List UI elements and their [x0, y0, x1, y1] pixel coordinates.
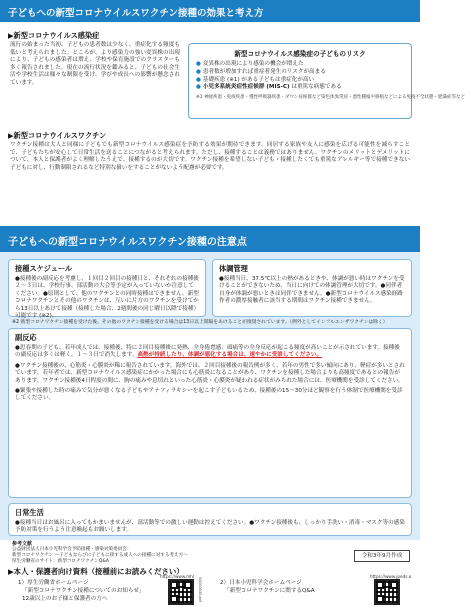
condition-card	[212, 259, 412, 317]
daily-card	[8, 503, 412, 536]
condition-title: 体調管理	[219, 264, 248, 273]
risk-title: 新型コロナウイルス感染症の子どものリスク	[234, 50, 366, 58]
schedule-card	[8, 259, 206, 320]
bullet-icon: ●	[196, 61, 201, 67]
risk-item: ● 患者数が増加すれば重症者発生のリスクが高まる	[196, 68, 326, 75]
panel-note: ※2 新型コロナワクチン接種を受けた後、その他のワクチン接種を受ける場合は13日以上間隔をあけることが推奨されています。（例外としてインフルエンザワクチンは除く）	[12, 320, 388, 325]
bullet-icon: ●	[196, 84, 201, 91]
side-effects-text-2: ●ワクチン接種後の、心筋炎・心膜炎が稀に報告されています。海外では、２回目接種後の報告例が多く、若年の男性で多い傾向にあり、軽症が多いとされています。若年者では、新型コロナウイルス感染症にかかった場合にも心筋炎になることがあり、ワクチンを接種した場合よりも高頻度であるとの報告があります。ワクチン接種後4日程度の間に、胸の痛みや息切れといった心筋炎・心膜炎が疑われる症状がみられた場合には、医療機関を受診してください。	[15, 362, 405, 384]
date-label: 令和3年9月作成	[354, 550, 410, 562]
vaccine-text: ワクチン接種は大人と同様に子どもでも新型コロナウイルス感染症を予防する効果が期待できます。同居する家族や友人に感染を広げる可能性を減らすことで、子どもたちが安心して日常生活を送ることにつながると考えられます。ただし、接種することは義務ではありません。ワクチンのメリットとデメリットについて、本人と保護者がよく理解したうえで、接種するのが大切です。ワクチン接種を希望しない子ども・接種したくても重篤なアレルギー等で接種できない子どもに対し、行動制限されるなど特別な扱いをすることがないよう配慮が必要です。	[10, 142, 410, 171]
warning-text: 高熱が持続したり、体調が悪化する場合は、速やかに受診してください。	[137, 352, 323, 359]
risk-item: ● 変異株の出現により感染の機会が増えた	[196, 61, 304, 67]
info-heading: ▶本人・保護者向け資料（接種前にお読みください）	[8, 567, 184, 576]
reference-line: 公益財団法人日本小児科学会予防接種・感染対策委員会：	[12, 547, 132, 552]
references-title: 参考文献	[12, 541, 33, 547]
link2-url[interactable]: https://www.jpeds.o	[370, 574, 412, 579]
bullet-icon: ●	[196, 68, 201, 75]
side-effects-text-1: ●思春期の子ども、若年成人では、接種後、特に２回目接種後に発熱、全身倦怠感、頭痛等の全身反応が起こる頻度が高いことが示されています。接種後の副反応は多くは軽く、１〜３日で消失します。高熱が持続したり、体調が悪化する場合は、速やかに受診してください。	[15, 345, 400, 359]
side-effects-card	[8, 328, 412, 498]
condition-text: ●接種当日、37.5℃以上の熱があるときや、体調が悪い時はワクチンを受けることができないため、当日に向けての体調管理が大切です。●同伴者自身が体調が悪いときは同伴できません。●新型コロナウイルス感染経路作者の濃厚接触者に該当する期間はワクチン接種できません。	[219, 276, 405, 305]
side-effects-text-3: ●緊張や接種した時の痛みで気分が悪くなる子どもやアナフィラキシーを起こす子どもいるため、接種後の15〜30分ほど観察を行う体制で医療機関を受診してください。	[15, 388, 403, 402]
qr-code-icon[interactable]	[168, 579, 194, 605]
daily-text: ●接種当日はお風呂に入ってもかまいませんが、部活動等での激しい運動は控えてください。●ワクチン接種後も、しっかり手洗い・消毒・マスク等の感染予防対策を行うよう注意喚起もお願いします。	[15, 520, 405, 534]
reference-line: 厚生労働省のサイト：新型コロナワクチンQ&A	[12, 559, 110, 564]
daily-title: 日常生活	[15, 508, 44, 517]
page-title: 子どもへの新型コロナウイルスワクチン接種の効果と考え方	[0, 0, 420, 22]
risk-box	[188, 43, 465, 119]
references	[12, 541, 302, 565]
link2-name[interactable]: 「新型コロナワクチンに関するQ&A	[224, 588, 315, 594]
link1-url[interactable]: https://www.mhl	[160, 574, 195, 579]
risk-item: ● 基礎疾患 (※1) がある子どもは重症化が高い	[196, 76, 315, 83]
schedule-text: ●接種後の副反応を考慮し、１回目２回目の接種日と、それぞれの接種後２〜３日は、学校行事、部活動の大会等予定が入っていないか注意してください。●原則として、他のワクチンとの同時接種はできません。新型コロナワクチンとその他のワクチンは、互いに片方のワクチンを受けてから13日以上あけて接種（接種した場合、2週間後の同じ曜日以降で接種）可能です (※2)。	[15, 276, 199, 320]
precautions-title: 子どもへの新型コロナウイルスワクチン接種の注意点	[0, 226, 420, 252]
infection-text: 流行の始まった当初、子どもの患者数は少なく、重症化する頻度も低いと考えられました。ところが、より感染力の強い変異株の出現により、子どもの感染者は増え、学校や保育施設でのクラスターも多く報告されました。現在の流行状況を鑑みると、子どもの社会生活や学校生活は様々な制限を受け、学びや成長への影響が懸念されています。	[10, 42, 180, 86]
schedule-title: 接種スケジュール	[15, 264, 73, 273]
link1-name[interactable]: 「新型コロナワクチン接種についてのお知らせ」	[22, 588, 145, 594]
infection-heading: ▶新型コロナウイルス感染症	[8, 31, 100, 40]
side-effects-title: 副反応	[15, 333, 37, 342]
risk-note: ※1 神経疾患・免疫疾患・慢性呼吸器疾患・ダウン症候群など染色体異常症・悪性腫瘍や移植などによる免疫不全状態・肥満症等など	[196, 95, 465, 101]
link1-title: 1）厚生労働省ホームページ	[18, 580, 89, 586]
qr-code-icon[interactable]	[374, 579, 400, 605]
link1-desc: 12歳以上のお子様と保護者の方へ	[22, 596, 108, 602]
link2-title: 2）日本小児科学会ホームページ	[220, 580, 302, 586]
reference-line: 新型コロナワクチン 〜子どもならびに子どもに接する成人への接種に対する考え方〜	[12, 553, 188, 558]
side-code-1: l00000535.pdf	[198, 577, 202, 602]
vaccine-heading: ▶新型コロナウイルスワクチン	[8, 131, 107, 140]
bullet-icon: ●	[196, 76, 201, 83]
risk-item: ● 小児多系統炎症性症候群 (MIS-C) は重篤な病態である	[196, 84, 342, 91]
